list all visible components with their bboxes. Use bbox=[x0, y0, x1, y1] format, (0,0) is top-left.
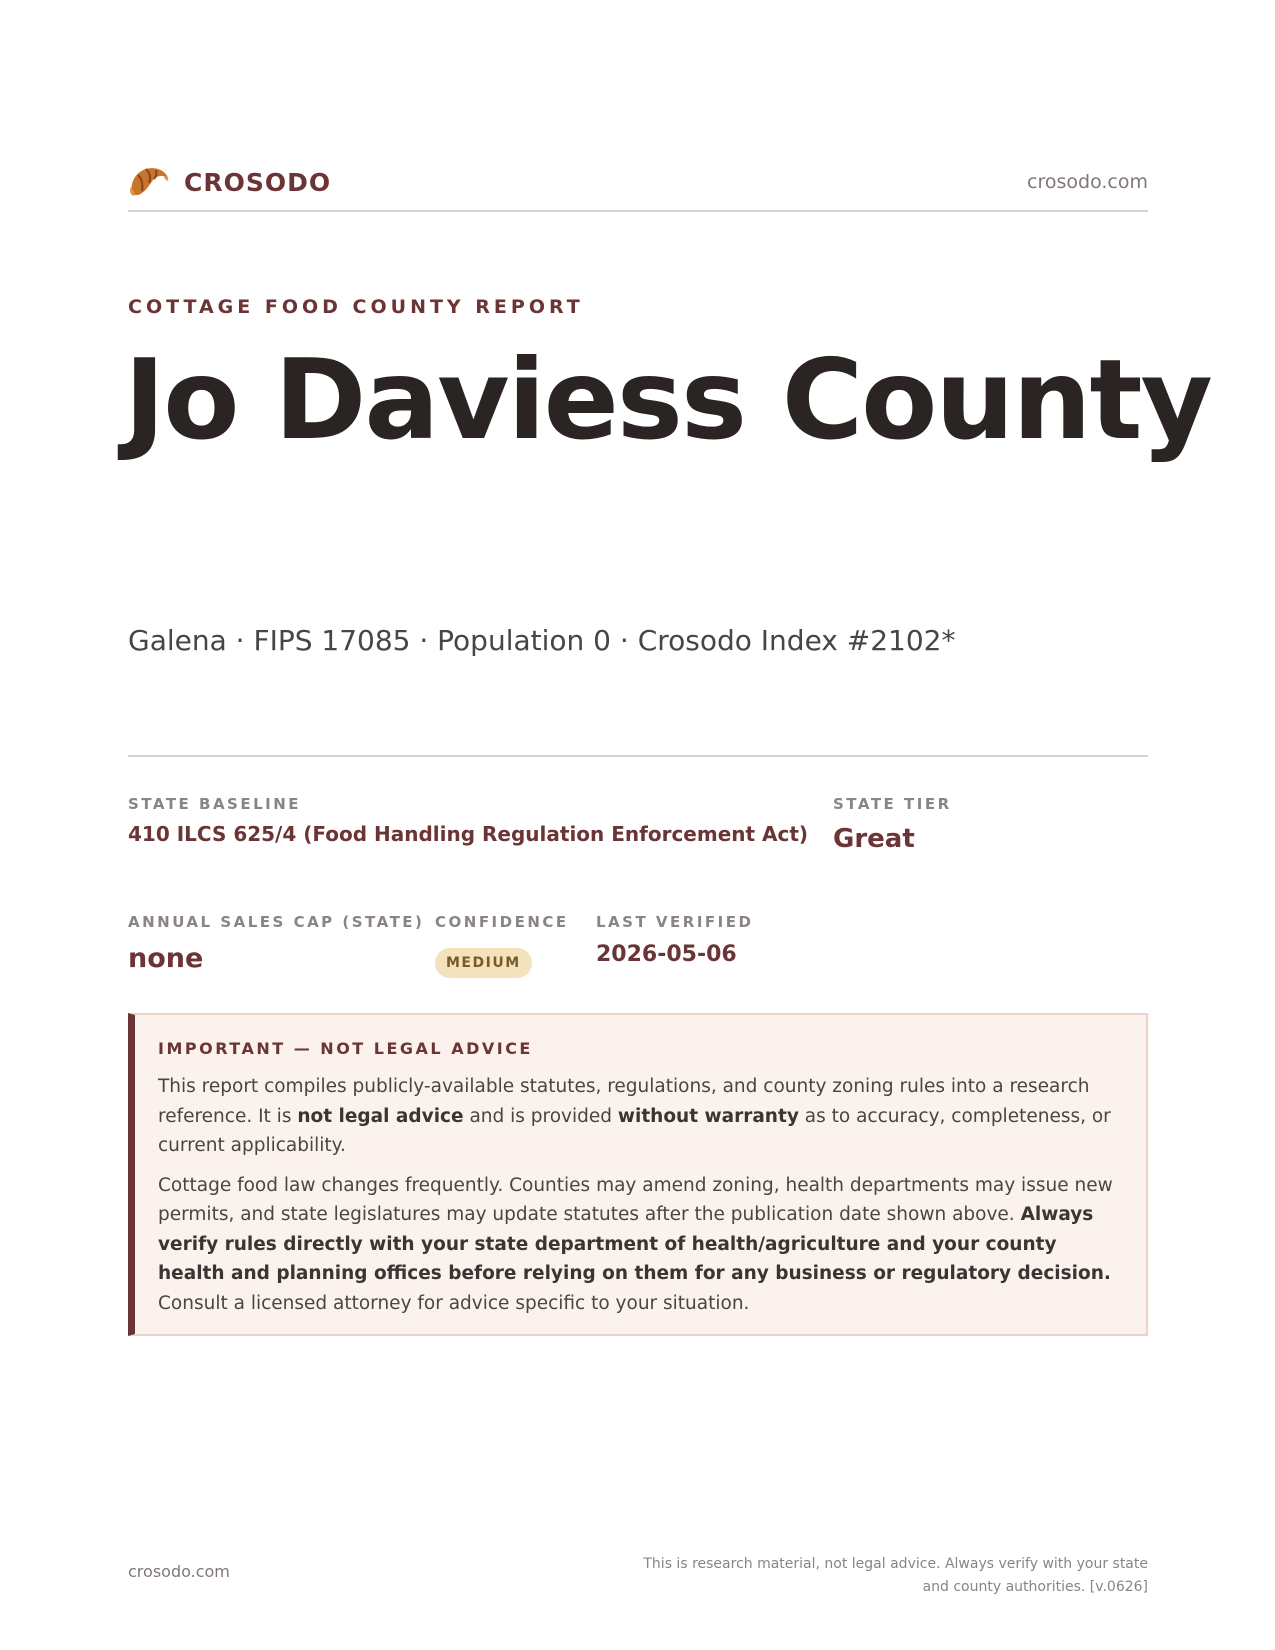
header-site-link[interactable]: crosodo.com bbox=[1027, 171, 1148, 193]
last-verified-value: 2026-05-06 bbox=[596, 942, 737, 967]
confidence-badge: MEDIUM bbox=[435, 948, 532, 978]
croissant-icon bbox=[128, 162, 170, 202]
notice-emphasis: Always verify rules directly with your state department of health/agriculture and your county health and planning offices before relying on them for any business or regulatory decision. bbox=[158, 1204, 1111, 1284]
section-divider bbox=[128, 755, 1148, 757]
notice-text: Cottage food law changes frequently. Counties may amend zoning, health departments may issue new permits, and state legislatures may update statutes after the publication date shown above. bbox=[158, 1174, 1113, 1225]
notice-text: as to accuracy, completeness, or current applicability. bbox=[158, 1105, 1111, 1156]
page-header bbox=[128, 158, 1148, 206]
footer-site-link[interactable]: crosodo.com bbox=[128, 1562, 230, 1581]
footer-disclaimer-line-1: This is research material, not legal advice. Always verify with your state bbox=[643, 1556, 1148, 1572]
brand-name: CROSODO bbox=[184, 167, 332, 197]
last-verified-label: LAST VERIFIED bbox=[596, 913, 754, 931]
notice-paragraph-2 bbox=[158, 1171, 1122, 1319]
notice-title: IMPORTANT — NOT LEGAL ADVICE bbox=[158, 1039, 533, 1058]
county-meta-line: Galena · FIPS 17085 · Population 0 · Crosodo Index #2102* bbox=[128, 624, 956, 657]
state-tier-value: Great bbox=[833, 824, 915, 854]
notice-text: This report compiles publicly-available statutes, regulations, and county zoning rules into a research reference. It is bbox=[158, 1076, 1090, 1127]
footer-disclaimer bbox=[628, 1553, 1148, 1599]
brand[interactable] bbox=[128, 162, 331, 202]
footer-disclaimer-line-2: and county authorities. [v.0626] bbox=[922, 1579, 1148, 1595]
legal-notice-box bbox=[128, 1013, 1148, 1336]
state-tier-label: STATE TIER bbox=[833, 795, 952, 813]
notice-emphasis: without warranty bbox=[617, 1105, 799, 1127]
sales-cap-value: none bbox=[128, 943, 204, 974]
notice-text: Consult a licensed attorney for advice specific to your situation. bbox=[158, 1292, 750, 1314]
state-baseline-value: 410 ILCS 625/4 (Food Handling Regulation Enforcement Act) bbox=[128, 822, 809, 846]
header-divider bbox=[128, 210, 1148, 212]
state-baseline-label: STATE BASELINE bbox=[128, 795, 302, 813]
notice-paragraph-1 bbox=[158, 1072, 1122, 1161]
notice-emphasis: not legal advice bbox=[297, 1105, 464, 1127]
confidence-label: CONFIDENCE bbox=[435, 913, 569, 931]
report-page bbox=[124, 0, 1211, 1650]
notice-text: and is provided bbox=[463, 1105, 618, 1127]
county-title: Jo Daviess County bbox=[124, 336, 1211, 465]
report-eyebrow: COTTAGE FOOD COUNTY REPORT bbox=[128, 296, 584, 318]
sales-cap-label: ANNUAL SALES CAP (STATE) bbox=[128, 913, 425, 931]
